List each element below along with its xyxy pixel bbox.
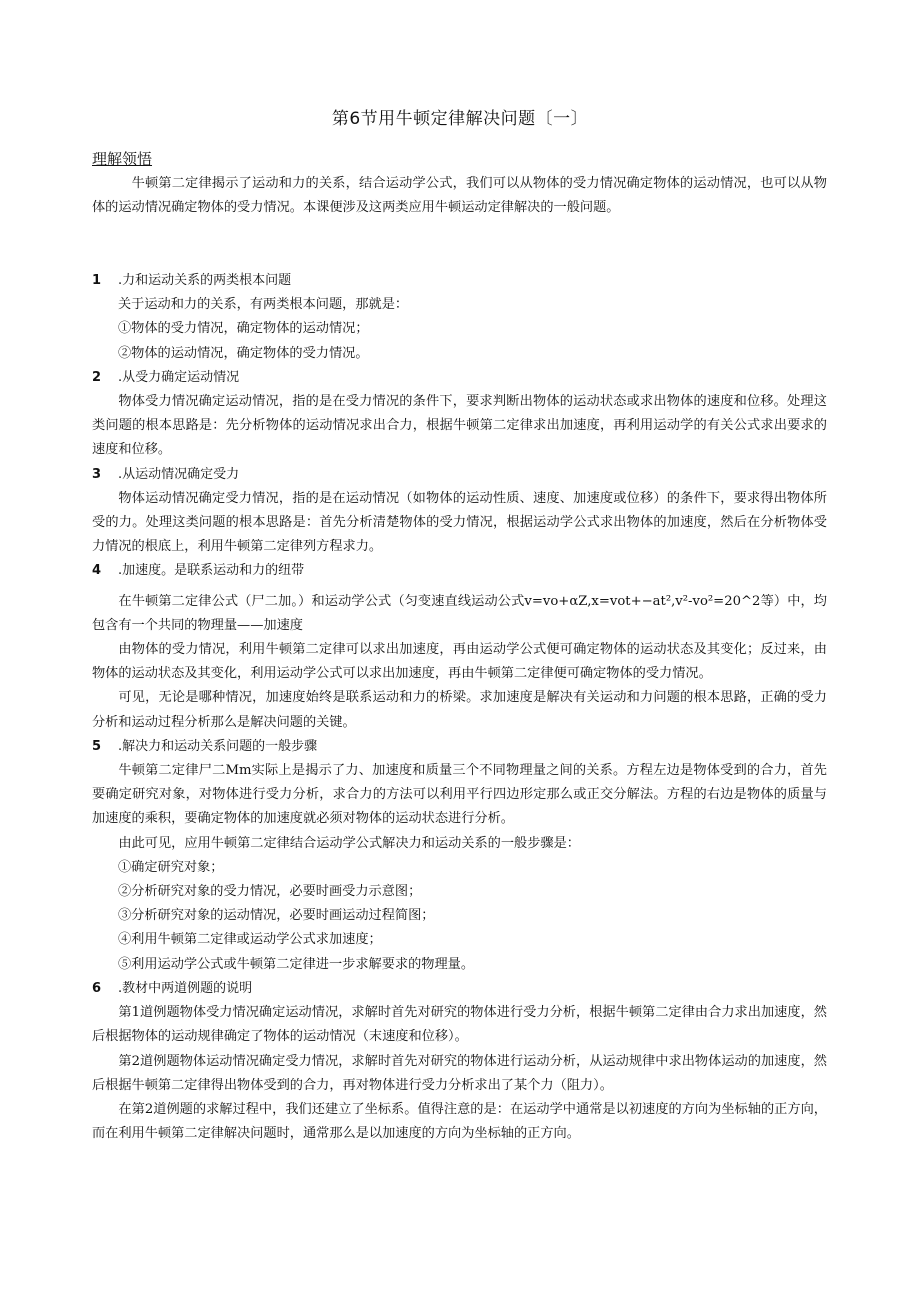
section-heading — [92, 366, 827, 390]
section-title: .教材中两道例题的说明 — [118, 980, 253, 996]
list-item: ②物体的运动情况，确定物体的受力情况。 — [118, 345, 369, 361]
section-title: .从受力确定运动情况 — [118, 369, 240, 385]
section-paragraph: 物体运动情况确定受力情况，指的是在运动情况（如物体的运动性质、速度、加速度或位移）的条件下，要求得出物体所受的力。处理这类问题的根本思路是：首先分析清楚物体的受力情况，根据运动学公式求出物体的加速度，然后在分析物体受力情况的根底上，利用牛顿第二定律列方程求力。 — [92, 490, 827, 555]
section-number: 3 — [92, 466, 102, 482]
section-title: .力和运动关系的两类根本问题 — [118, 273, 292, 288]
list-item: ③分析研究对象的运动情况，必要时画运动过程简图； — [118, 908, 435, 924]
section-number: 2 — [92, 369, 102, 385]
list-item: ①物体的受力情况，确定物体的运动情况； — [118, 321, 369, 337]
list-item: ②分析研究对象的受力情况，必要时画受力示意图； — [118, 884, 422, 900]
section-number: 1 — [92, 273, 102, 288]
section-title: .解决力和运动关系问题的一般步骤 — [118, 738, 318, 754]
list-item: ④利用牛顿第二定律或运动学公式求加速度； — [118, 932, 382, 948]
section-title: .加速度。是联系运动和力的纽带 — [118, 563, 305, 579]
section-paragraph: 第1道例题物体受力情况确定运动情况，求解时首先对研究的物体进行受力分析，根据牛顿第二定律由合力求出加速度，然后根据物体的运动规律确定了物体的运动情况（末速度和位移）。 — [92, 1005, 827, 1045]
section-paragraph: 关于运动和力的关系，有两类根本问题，那就是： — [118, 297, 409, 313]
section-heading — [92, 559, 827, 583]
section-paragraph: 第2道例题物体运动情况确定受力情况，求解时首先对研究的物体进行运动分析，从运动规律中求出物体运动的加速度，然后根据牛顿第二定律得出物体受到的合力，再对物体进行受力分析求出了某个力（阻力）。 — [92, 1053, 827, 1093]
section-number: 6 — [92, 980, 102, 996]
section-paragraph: 物体受力情况确定运动情况，指的是在受力情况的条件下，要求判断出物体的运动状态或求出物体的速度和位移。处理这类问题的根本思路是：先分析物体的运动情况求出合力，根据牛顿第二定律求出加速度，再利用运动学的有关公式求出要求的速度和位移。 — [92, 394, 827, 458]
section-paragraph: 牛顿第二定律尸二Mm实际上是揭示了力、加速度和质量三个不同物理量之间的关系。方程左边是物体受到的合力，首先要确定研究对象，对物体进行受力分析，求合力的方法可以利用平行四边形定那么或正交分解法。方程的右边是物体的质量与加速度的乘积，要确定物体的加速度就必须对物体的运动状态进行分析。 — [92, 763, 827, 827]
intro-paragraph: 牛顿第二定律揭示了运动和力的关系，结合运动学公式，我们可以从物体的受力情况确定物体的运动情况，也可以从物体的运动情况确定物体的受力情况。本课便涉及这两类应用牛顿运动定律解决的一般问题。 — [92, 176, 827, 216]
section-paragraph: 在牛顿第二定律公式（尸二加。）和运动学公式（匀变速直线运动公式v=vo+αZ,x=vot+−at²,v²-vo²=20^2等）中，均包含有一个共同的物理量——加速度 — [92, 593, 827, 633]
list-item: ①确定研究对象； — [118, 859, 224, 875]
section-heading — [92, 977, 827, 1001]
section-heading — [92, 269, 827, 293]
list-item: ⑤利用运动学公式或牛顿第二定律进一步求解要求的物理量。 — [118, 956, 475, 972]
section-number: 5 — [92, 738, 102, 754]
section-paragraph: 由物体的受力情况，利用牛顿第二定律可以求出加速度，再由运动学公式便可确定物体的运动状态及其变化；反过来，由物体的运动状态及其变化，利用运动学公式可以求出加速度，再由牛顿第二定律便可确定物体的受力情况。 — [92, 642, 827, 682]
intro-block — [92, 172, 827, 220]
section-paragraph: 在第2道例题的求解过程中，我们还建立了坐标系。值得注意的是：在运动学中通常是以初速度的方向为坐标轴的正方向，而在利用牛顿第二定律解决问题时，通常那么是以加速度的方向为坐标轴的正方向。 — [92, 1101, 827, 1142]
sections-container — [92, 269, 827, 1146]
section-paragraph: 由此可见，应用牛顿第二定律结合运动学公式解决力和运动关系的一般步骤是： — [118, 835, 580, 851]
section-title: .从运动情况确定受力 — [118, 466, 240, 482]
section-number: 4 — [92, 563, 102, 579]
page-title: 第6节用牛顿定律解决问题〔一〕 — [331, 109, 589, 129]
section-paragraph: 可见，无论是哪种情况，加速度始终是联系运动和力的桥梁。求加速度是解决有关运动和力问题的根本思路，正确的受力分析和运动过程分析那么是解决问题的关键。 — [92, 690, 827, 730]
understanding-header: 理解领悟 — [92, 150, 153, 168]
section-heading — [92, 463, 827, 487]
section-heading — [92, 735, 827, 759]
